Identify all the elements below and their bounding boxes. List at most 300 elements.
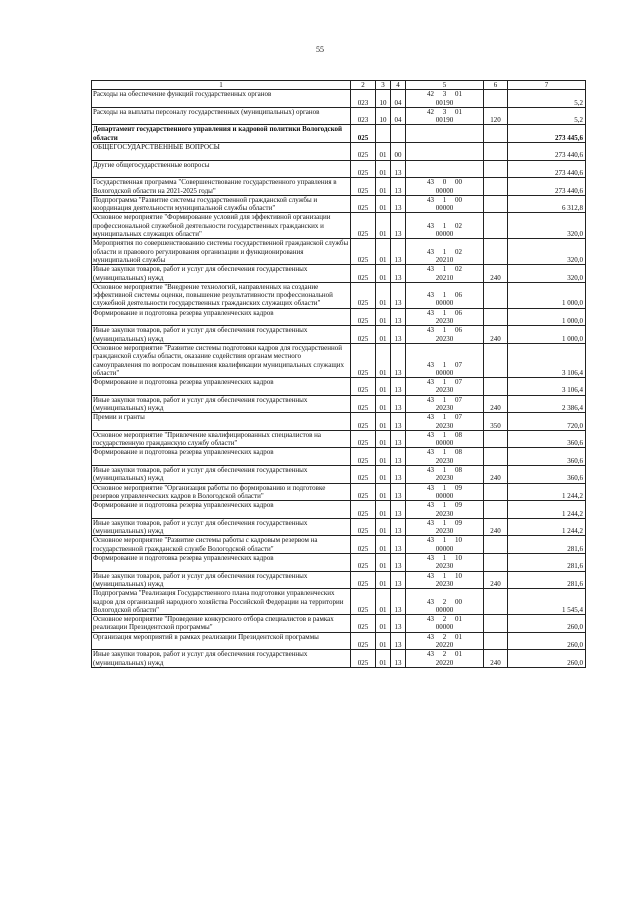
target-code-segment: 00000 <box>435 623 454 632</box>
row-name: Основное мероприятие "Проведение конкурсного отбора специалистов в рамках реализации Президентской программы" <box>92 615 351 633</box>
row-section: 01 <box>376 589 391 615</box>
target-code-segment: 00000 <box>435 605 454 614</box>
row-expense-type: 240 <box>484 518 508 536</box>
row-section: 10 <box>376 90 391 108</box>
row-expense-type <box>484 632 508 650</box>
row-grbs: 025 <box>351 448 376 466</box>
row-expense-type: 240 <box>484 265 508 283</box>
row-expense-type <box>484 378 508 396</box>
row-subsection: 13 <box>391 430 406 448</box>
row-target-code <box>406 378 484 396</box>
row-expense-type: 240 <box>484 650 508 668</box>
row-section: 01 <box>376 195 391 213</box>
target-code-segment: 08 <box>455 448 462 457</box>
row-amount: 273 445,6 <box>508 125 586 143</box>
row-name: Основное мероприятие "Организация работы по формированию и подготовке резервов управленческих кадров в Вологодской области" <box>92 483 351 501</box>
row-subsection: 04 <box>391 107 406 125</box>
target-code-segment: 10 <box>455 571 462 580</box>
row-target-code <box>406 571 484 589</box>
row-amount: 6 312,8 <box>508 195 586 213</box>
row-target-code <box>406 265 484 283</box>
row-target-code <box>406 125 484 143</box>
target-code-segment: 43 <box>427 466 434 475</box>
target-code-segment: 1 <box>442 360 447 369</box>
row-section: 01 <box>376 160 391 178</box>
row-grbs: 025 <box>351 239 376 265</box>
table-row <box>92 518 586 536</box>
row-grbs: 025 <box>351 178 376 196</box>
row-amount: 320,0 <box>508 265 586 283</box>
row-target-code <box>406 501 484 519</box>
table-row <box>92 554 586 572</box>
row-amount: 260,0 <box>508 615 586 633</box>
target-code-segment: 20230 <box>435 456 454 465</box>
table-row <box>92 178 586 196</box>
row-name: Формирование и подготовка резерва управленческих кадров <box>92 378 351 396</box>
row-target-code <box>406 239 484 265</box>
row-subsection: 13 <box>391 448 406 466</box>
row-expense-type <box>484 343 508 377</box>
row-section: 01 <box>376 554 391 572</box>
table-row <box>92 430 586 448</box>
row-grbs: 025 <box>351 395 376 413</box>
row-subsection: 13 <box>391 615 406 633</box>
target-code-segment: 1 <box>442 265 447 274</box>
row-target-code <box>406 90 484 108</box>
header-cell: 5 <box>406 81 484 90</box>
row-target-code <box>406 195 484 213</box>
target-code-segment: 10 <box>455 536 462 545</box>
row-name: Иные закупки товаров, работ и услуг для обеспечения государственных (муниципальных) нужд <box>92 571 351 589</box>
table-row <box>92 650 586 668</box>
target-code-segment: 20230 <box>435 562 454 571</box>
table-row <box>92 308 586 326</box>
target-code-segment: 20230 <box>435 386 454 395</box>
row-target-code <box>406 213 484 239</box>
row-section: 01 <box>376 308 391 326</box>
row-expense-type <box>484 554 508 572</box>
row-subsection: 13 <box>391 536 406 554</box>
row-amount: 360,6 <box>508 448 586 466</box>
target-code-segment: 06 <box>455 291 462 300</box>
target-code-segment: 02 <box>455 247 462 256</box>
row-grbs: 025 <box>351 536 376 554</box>
row-amount: 360,6 <box>508 430 586 448</box>
row-grbs: 025 <box>351 571 376 589</box>
row-amount: 3 106,4 <box>508 378 586 396</box>
row-amount: 320,0 <box>508 239 586 265</box>
row-name: Формирование и подготовка резерва управленческих кадров <box>92 308 351 326</box>
target-code-segment: 1 <box>442 378 447 387</box>
table-row <box>92 378 586 396</box>
row-grbs: 025 <box>351 195 376 213</box>
row-expense-type <box>484 536 508 554</box>
table-row <box>92 448 586 466</box>
table-row <box>92 107 586 125</box>
row-target-code <box>406 413 484 431</box>
row-subsection: 13 <box>391 239 406 265</box>
target-code-segment: 43 <box>427 395 434 404</box>
row-section: 01 <box>376 239 391 265</box>
row-subsection: 13 <box>391 632 406 650</box>
row-grbs: 025 <box>351 650 376 668</box>
page-number: 55 <box>316 45 324 54</box>
row-amount: 281,6 <box>508 536 586 554</box>
row-name: Иные закупки товаров, работ и услуг для обеспечения государственных (муниципальных) нужд <box>92 650 351 668</box>
target-code-segment: 01 <box>455 615 462 624</box>
row-target-code <box>406 343 484 377</box>
row-subsection <box>391 125 406 143</box>
target-code-segment: 20230 <box>435 421 454 430</box>
row-section: 01 <box>376 378 391 396</box>
row-target-code <box>406 554 484 572</box>
table-row <box>92 483 586 501</box>
row-expense-type <box>484 308 508 326</box>
row-amount: 273 440,6 <box>508 143 586 161</box>
target-code-segment: 00190 <box>435 116 454 125</box>
row-expense-type: 120 <box>484 107 508 125</box>
row-target-code <box>406 536 484 554</box>
target-code-segment: 1 <box>442 195 447 204</box>
target-code-segment: 43 <box>427 265 434 274</box>
target-code-segment: 00000 <box>435 368 454 377</box>
row-amount: 1 000,0 <box>508 308 586 326</box>
row-subsection: 13 <box>391 178 406 196</box>
row-expense-type: 240 <box>484 571 508 589</box>
table-header-row <box>92 81 586 90</box>
row-name: Формирование и подготовка резерва управленческих кадров <box>92 448 351 466</box>
table-row <box>92 589 586 615</box>
target-code-segment: 2 <box>442 650 447 659</box>
row-grbs: 025 <box>351 265 376 283</box>
row-target-code <box>406 518 484 536</box>
target-code-segment: 43 <box>427 571 434 580</box>
row-subsection: 13 <box>391 483 406 501</box>
target-code-segment: 3 <box>442 90 447 99</box>
row-grbs: 025 <box>351 501 376 519</box>
row-expense-type: 240 <box>484 326 508 344</box>
target-code-segment: 00000 <box>435 230 454 239</box>
row-section: 01 <box>376 282 391 308</box>
target-code-segment: 3 <box>442 107 447 116</box>
row-grbs: 025 <box>351 378 376 396</box>
row-section: 01 <box>376 536 391 554</box>
table-row <box>92 466 586 484</box>
row-section: 01 <box>376 615 391 633</box>
row-target-code <box>406 430 484 448</box>
row-subsection: 04 <box>391 90 406 108</box>
target-code-segment: 20230 <box>435 579 454 588</box>
target-code-segment: 43 <box>427 195 434 204</box>
target-code-segment: 1 <box>442 395 447 404</box>
row-target-code <box>406 615 484 633</box>
row-expense-type <box>484 615 508 633</box>
row-amount: 281,6 <box>508 571 586 589</box>
target-code-segment: 06 <box>455 308 462 317</box>
target-code-segment: 07 <box>455 413 462 422</box>
budget-table-body <box>92 81 586 668</box>
table-row <box>92 632 586 650</box>
row-name: Премии и гранты <box>92 413 351 431</box>
row-grbs: 025 <box>351 589 376 615</box>
target-code-segment: 1 <box>442 536 447 545</box>
table-row <box>92 615 586 633</box>
target-code-segment: 1 <box>442 247 447 256</box>
target-code-segment: 20230 <box>435 317 454 326</box>
target-code-segment: 1 <box>442 466 447 475</box>
row-subsection: 13 <box>391 518 406 536</box>
target-code-segment: 00 <box>455 195 462 204</box>
target-code-segment: 00000 <box>435 544 454 553</box>
target-code-segment: 02 <box>455 265 462 274</box>
row-expense-type <box>484 143 508 161</box>
target-code-segment: 1 <box>442 501 447 510</box>
row-subsection: 13 <box>391 213 406 239</box>
row-name: Иные закупки товаров, работ и услуг для обеспечения государственных (муниципальных) нужд <box>92 395 351 413</box>
row-expense-type: 240 <box>484 466 508 484</box>
table-row <box>92 239 586 265</box>
table-row <box>92 413 586 431</box>
target-code-segment: 20220 <box>435 641 454 649</box>
row-expense-type <box>484 239 508 265</box>
row-expense-type <box>484 125 508 143</box>
row-expense-type: 240 <box>484 395 508 413</box>
target-code-segment: 00000 <box>435 299 454 308</box>
row-subsection: 13 <box>391 554 406 572</box>
table-row <box>92 395 586 413</box>
table-row <box>92 143 586 161</box>
row-grbs: 025 <box>351 282 376 308</box>
row-target-code <box>406 326 484 344</box>
target-code-segment: 43 <box>427 378 434 387</box>
row-grbs: 025 <box>351 554 376 572</box>
row-amount: 320,0 <box>508 213 586 239</box>
row-subsection: 13 <box>391 413 406 431</box>
row-grbs: 025 <box>351 326 376 344</box>
row-section: 01 <box>376 501 391 519</box>
row-section: 01 <box>376 343 391 377</box>
row-target-code <box>406 589 484 615</box>
row-section: 01 <box>376 632 391 650</box>
table-row <box>92 195 586 213</box>
row-name: Основное мероприятие "Формирование условий для эффективной организации профессиональной служебной деятельности государственных гражданских и муниципальных служащих области" <box>92 213 351 239</box>
target-code-segment: 09 <box>455 501 462 510</box>
target-code-segment: 43 <box>427 650 434 659</box>
row-section: 01 <box>376 571 391 589</box>
target-code-segment: 09 <box>455 518 462 527</box>
target-code-segment: 43 <box>427 632 434 641</box>
row-expense-type <box>484 282 508 308</box>
row-subsection: 13 <box>391 395 406 413</box>
row-amount: 5,2 <box>508 90 586 108</box>
row-section: 01 <box>376 448 391 466</box>
row-amount: 260,0 <box>508 632 586 650</box>
row-section: 01 <box>376 430 391 448</box>
target-code-segment: 00000 <box>435 186 454 195</box>
row-amount: 360,6 <box>508 466 586 484</box>
budget-table <box>91 80 586 668</box>
row-section: 10 <box>376 107 391 125</box>
target-code-segment: 1 <box>442 430 447 439</box>
target-code-segment: 43 <box>427 221 434 230</box>
target-code-segment: 01 <box>455 650 462 659</box>
target-code-segment: 42 <box>427 107 434 116</box>
target-code-segment: 02 <box>455 221 462 230</box>
row-grbs: 025 <box>351 466 376 484</box>
header-cell: 7 <box>508 81 586 90</box>
target-code-segment: 08 <box>455 466 462 475</box>
row-subsection: 13 <box>391 265 406 283</box>
row-amount: 281,6 <box>508 554 586 572</box>
target-code-segment: 01 <box>455 90 462 99</box>
row-amount: 2 386,4 <box>508 395 586 413</box>
row-subsection: 13 <box>391 343 406 377</box>
target-code-segment: 43 <box>427 247 434 256</box>
row-target-code <box>406 395 484 413</box>
target-code-segment: 1 <box>442 221 447 230</box>
target-code-segment: 43 <box>427 536 434 545</box>
row-amount: 720,0 <box>508 413 586 431</box>
target-code-segment: 01 <box>455 632 462 641</box>
row-name: Формирование и подготовка резерва управленческих кадров <box>92 501 351 519</box>
target-code-segment: 20230 <box>435 509 454 518</box>
row-target-code <box>406 632 484 650</box>
row-expense-type <box>484 448 508 466</box>
row-expense-type <box>484 430 508 448</box>
header-cell: 2 <box>351 81 376 90</box>
row-subsection: 13 <box>391 589 406 615</box>
target-code-segment: 00 <box>455 597 462 606</box>
row-name: Основное мероприятие "Привлечение квалифицированных специалистов на государственную гражданскую службу области" <box>92 430 351 448</box>
row-target-code <box>406 448 484 466</box>
target-code-segment: 43 <box>427 483 434 492</box>
target-code-segment: 43 <box>427 308 434 317</box>
row-grbs: 025 <box>351 343 376 377</box>
row-subsection: 13 <box>391 466 406 484</box>
target-code-segment: 1 <box>442 571 447 580</box>
target-code-segment: 06 <box>455 326 462 335</box>
row-name: Иные закупки товаров, работ и услуг для обеспечения государственных (муниципальных) нужд <box>92 326 351 344</box>
row-grbs: 025 <box>351 413 376 431</box>
row-target-code <box>406 466 484 484</box>
target-code-segment: 00000 <box>435 204 454 213</box>
target-code-segment: 07 <box>455 395 462 404</box>
row-grbs: 023 <box>351 90 376 108</box>
table-row <box>92 213 586 239</box>
target-code-segment: 20230 <box>435 403 454 412</box>
header-cell: 1 <box>92 81 351 90</box>
target-code-segment: 43 <box>427 326 434 335</box>
row-name: Основное мероприятие "Развитие системы подготовки кадров для государственной гражданской службы области, оказание содействия органам местного самоуправления по вопросам повышения квалификации муниципальных служащих области" <box>92 343 351 377</box>
row-name: Департамент государственного управления и кадровой политики Вологодской области <box>92 125 351 143</box>
target-code-segment: 1 <box>442 326 447 335</box>
target-code-segment: 08 <box>455 430 462 439</box>
target-code-segment: 00000 <box>435 439 454 448</box>
target-code-segment: 2 <box>442 615 447 624</box>
row-grbs: 025 <box>351 308 376 326</box>
target-code-segment: 1 <box>442 448 447 457</box>
row-grbs: 025 <box>351 143 376 161</box>
target-code-segment: 1 <box>442 308 447 317</box>
row-grbs: 025 <box>351 615 376 633</box>
row-target-code <box>406 308 484 326</box>
target-code-segment: 20230 <box>435 527 454 536</box>
target-code-segment: 43 <box>427 413 434 422</box>
target-code-segment: 00 <box>455 178 462 187</box>
target-code-segment: 20230 <box>435 334 454 343</box>
row-expense-type <box>484 90 508 108</box>
row-target-code <box>406 178 484 196</box>
row-subsection: 13 <box>391 195 406 213</box>
target-code-segment: 00000 <box>435 491 454 500</box>
row-section: 01 <box>376 650 391 668</box>
row-amount: 1 545,4 <box>508 589 586 615</box>
target-code-segment: 42 <box>427 90 434 99</box>
row-section: 01 <box>376 518 391 536</box>
row-name: Формирование и подготовка резерва управленческих кадров <box>92 554 351 572</box>
table-row <box>92 90 586 108</box>
row-subsection: 13 <box>391 308 406 326</box>
row-grbs: 025 <box>351 160 376 178</box>
row-section: 01 <box>376 395 391 413</box>
row-name: Другие общегосударственные вопросы <box>92 160 351 178</box>
row-grbs: 025 <box>351 518 376 536</box>
row-subsection: 13 <box>391 650 406 668</box>
table-row <box>92 265 586 283</box>
target-code-segment: 43 <box>427 360 434 369</box>
row-name: Государственная программа "Совершенствование государственного управления в Вологодской области на 2021-2025 годы" <box>92 178 351 196</box>
table-row <box>92 571 586 589</box>
row-name: Иные закупки товаров, работ и услуг для обеспечения государственных (муниципальных) нужд <box>92 466 351 484</box>
table-row <box>92 282 586 308</box>
target-code-segment: 20230 <box>435 474 454 483</box>
row-name: Расходы на выплаты персоналу государственных (муниципальных) органов <box>92 107 351 125</box>
header-cell: 4 <box>391 81 406 90</box>
row-amount: 1 244,2 <box>508 518 586 536</box>
target-code-segment: 43 <box>427 430 434 439</box>
row-subsection: 13 <box>391 160 406 178</box>
target-code-segment: 1 <box>442 518 447 527</box>
target-code-segment: 07 <box>455 360 462 369</box>
target-code-segment: 43 <box>427 518 434 527</box>
table-row <box>92 343 586 377</box>
row-name: Расходы на обеспечение функций государственных органов <box>92 90 351 108</box>
target-code-segment: 43 <box>427 597 434 606</box>
target-code-segment: 1 <box>442 291 447 300</box>
target-code-segment: 00190 <box>435 98 454 107</box>
row-section: 01 <box>376 466 391 484</box>
row-subsection: 00 <box>391 143 406 161</box>
row-amount: 1 000,0 <box>508 282 586 308</box>
row-grbs: 025 <box>351 632 376 650</box>
target-code-segment: 1 <box>442 483 447 492</box>
row-grbs: 025 <box>351 430 376 448</box>
target-code-segment: 43 <box>427 615 434 624</box>
row-expense-type <box>484 195 508 213</box>
row-section: 01 <box>376 213 391 239</box>
target-code-segment: 43 <box>427 501 434 510</box>
row-section: 01 <box>376 178 391 196</box>
row-amount: 273 440,6 <box>508 160 586 178</box>
table-row <box>92 501 586 519</box>
row-grbs: 025 <box>351 483 376 501</box>
row-amount: 3 106,4 <box>508 343 586 377</box>
row-amount: 260,0 <box>508 650 586 668</box>
row-section <box>376 125 391 143</box>
row-section: 01 <box>376 265 391 283</box>
target-code-segment: 2 <box>442 632 447 641</box>
row-amount: 1 000,0 <box>508 326 586 344</box>
